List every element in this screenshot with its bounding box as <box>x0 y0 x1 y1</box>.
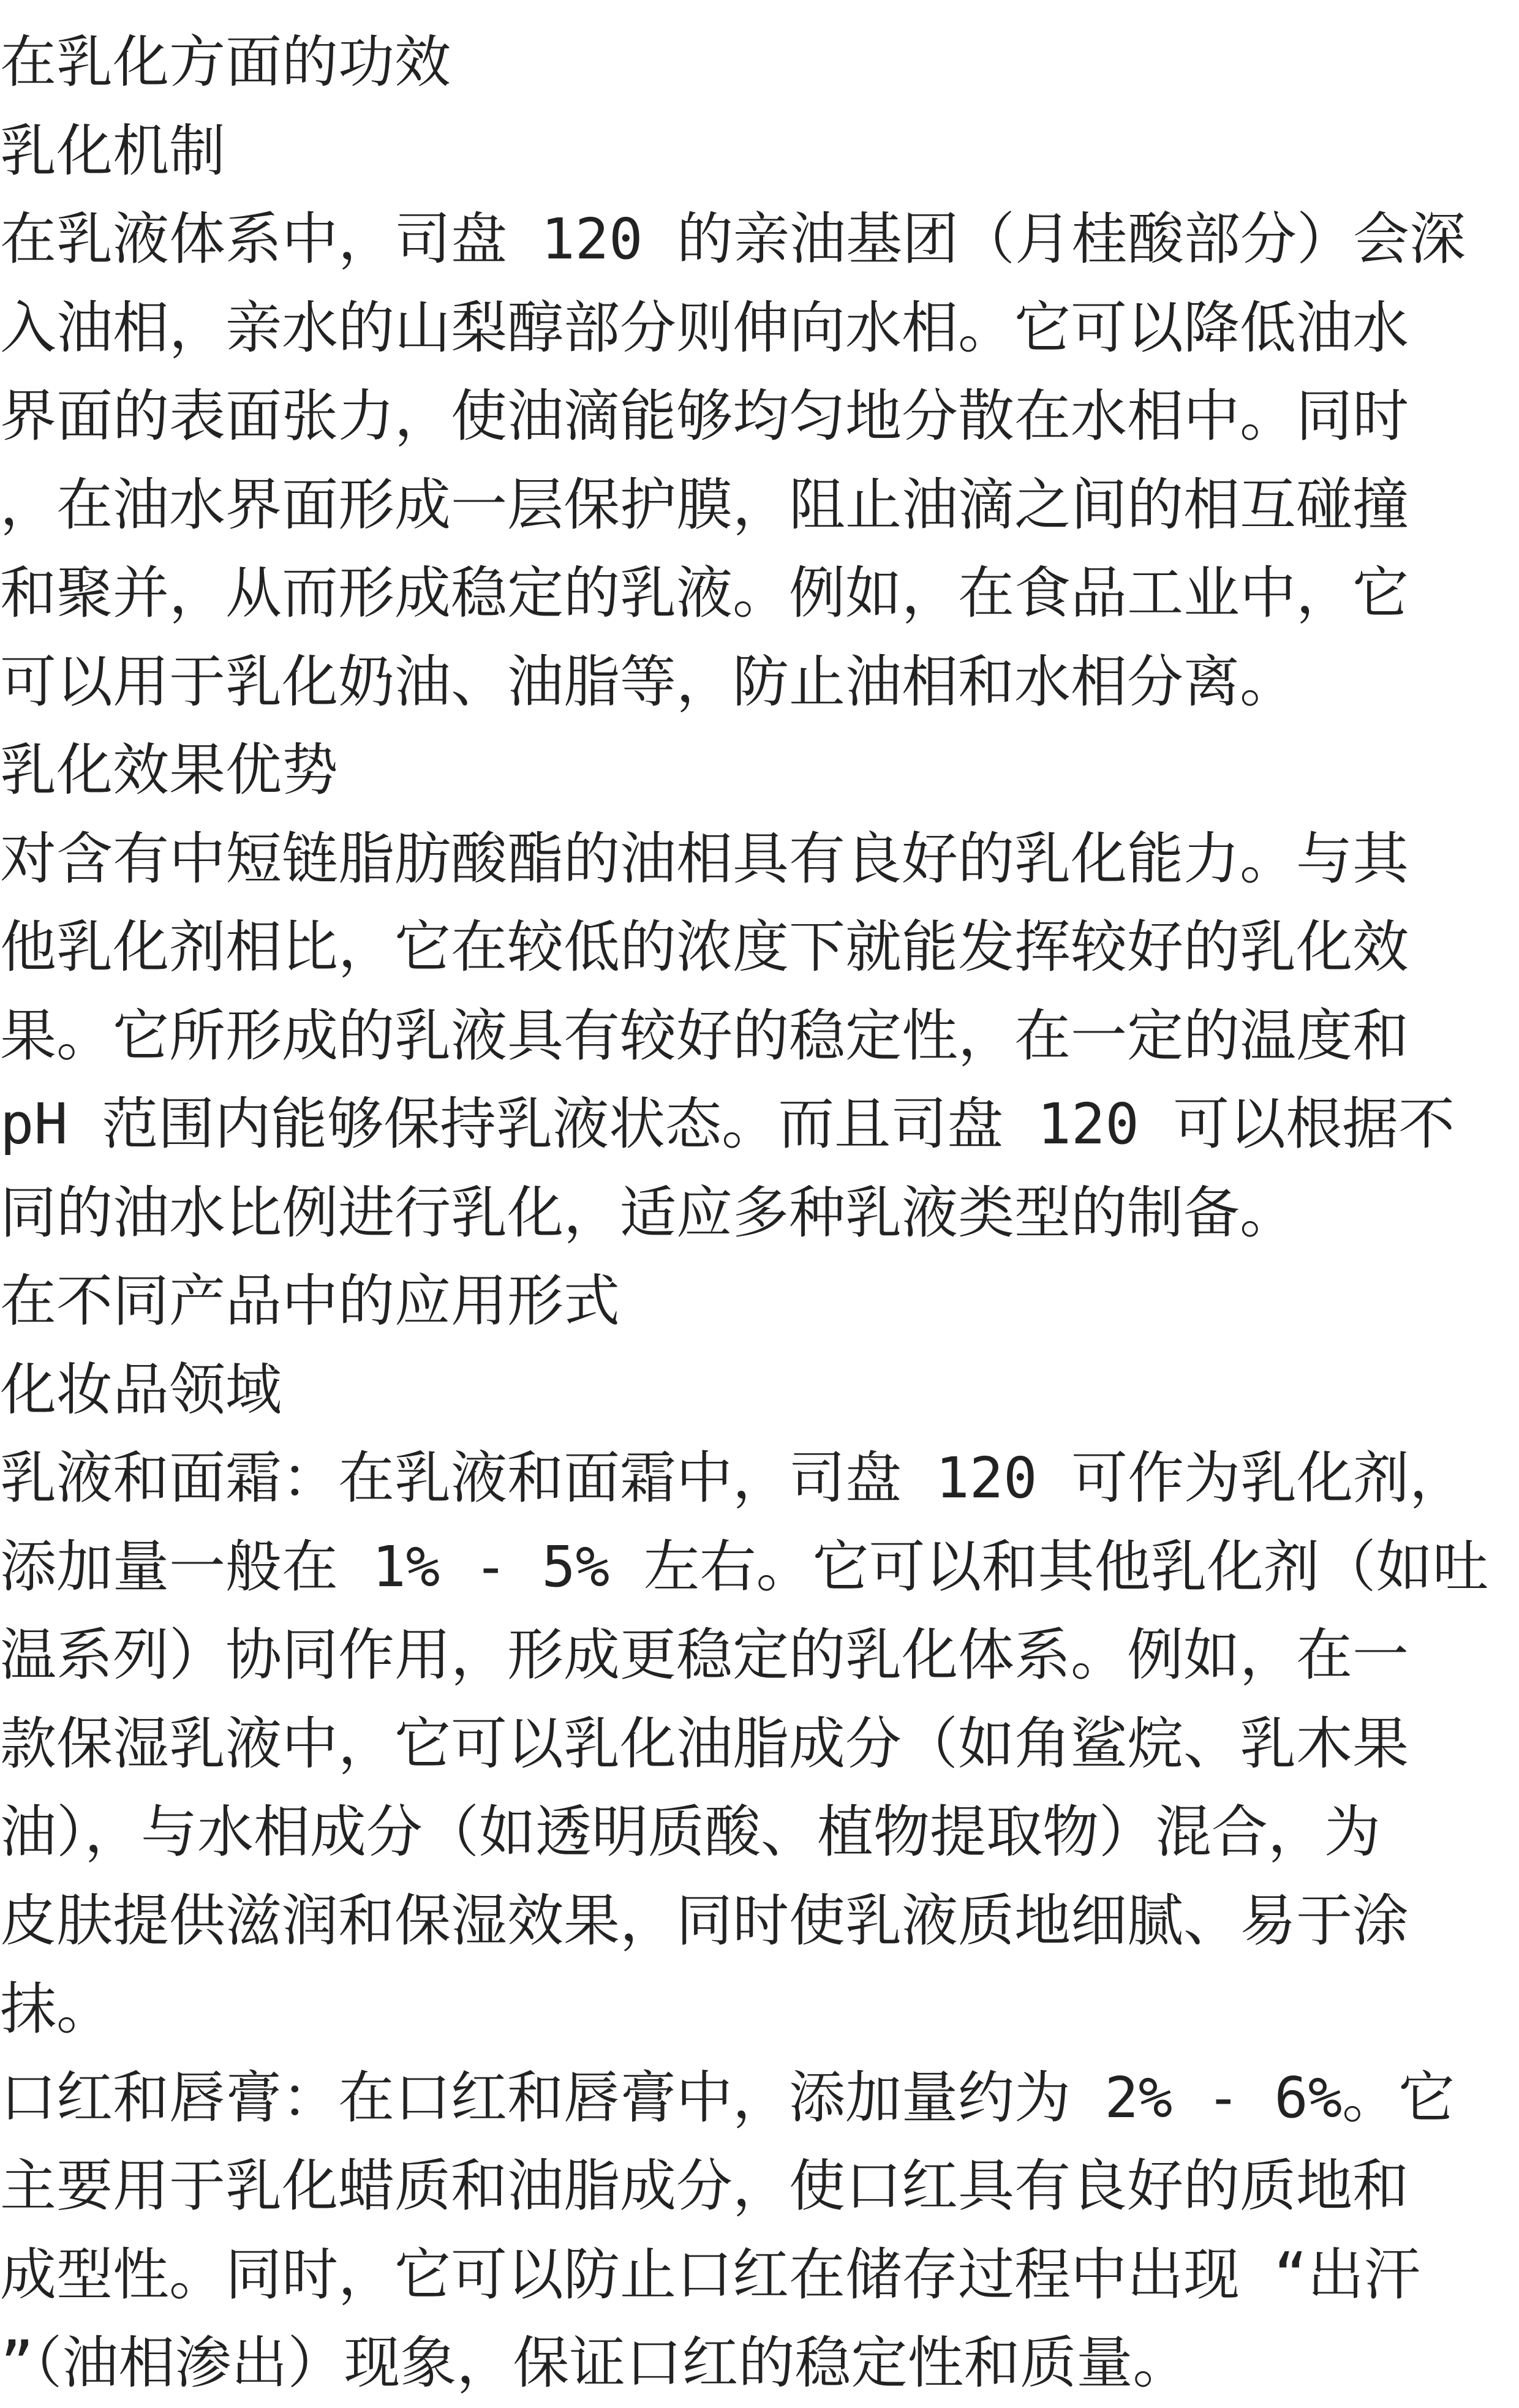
subheading: 乳化机制 <box>0 118 226 184</box>
paragraph-line: 皮肤提供滋润和保湿效果，同时使乳液质地细腻、易于涂 <box>0 1887 1409 1954</box>
paragraph-line: 乳液和面霜：在乳液和面霜中，司盘 120 可作为乳化剂， <box>0 1445 1466 1511</box>
paragraph-line: ”（油相渗出）现象，保证口红的稳定性和质量。 <box>0 2330 1189 2396</box>
subheading: 乳化效果优势 <box>0 737 339 803</box>
paragraph-line: 果。它所形成的乳液具有较好的稳定性，在一定的温度和 <box>0 1003 1409 1069</box>
paragraph-line: 界面的表面张力，使油滴能够均匀地分散在水相中。同时 <box>0 383 1409 449</box>
paragraph-line: 和聚并，从而形成稳定的乳液。例如，在食品工业中，它 <box>0 560 1409 626</box>
paragraph-line: 添加量一般在 1% - 5% 左右。它可以和其他乳化剂（如吐 <box>0 1533 1489 1600</box>
document-body <box>0 18 1519 2408</box>
paragraph-line: ，在油水界面形成一层保护膜，阻止油滴之间的相互碰撞 <box>0 472 1409 538</box>
paragraph-line: 在乳液体系中，司盘 120 的亲油基团（月桂酸部分）会深 <box>0 206 1466 272</box>
paragraph-line: 抹。 <box>0 1976 113 2042</box>
section-heading: 在乳化方面的功效 <box>0 29 451 95</box>
paragraph-line: 油），与水相成分（如透明质酸、植物提取物）混合，为 <box>0 1799 1381 1865</box>
section-heading: 在不同产品中的应用形式 <box>0 1268 620 1334</box>
paragraph-line: 入油相，亲水的山梨醇部分则伸向水相。它可以降低油水 <box>0 295 1409 361</box>
paragraph-line: 款保湿乳液中，它可以乳化油脂成分（如角鲨烷、乳木果 <box>0 1710 1409 1777</box>
paragraph-line: 他乳化剂相比，它在较低的浓度下就能发挥较好的乳化效 <box>0 914 1409 980</box>
subheading: 化妆品领域 <box>0 1356 282 1423</box>
paragraph-line: 可以用于乳化奶油、油脂等，防止油相和水相分离。 <box>0 649 1297 715</box>
paragraph-line: pH 范围内能够保持乳液状态。而且司盘 120 可以根据不 <box>0 1091 1455 1157</box>
paragraph-line: 对含有中短链脂肪酸酯的油相具有良好的乳化能力。与其 <box>0 826 1409 892</box>
paragraph-line: 温系列）协同作用，形成更稳定的乳化体系。例如，在一 <box>0 1622 1409 1688</box>
paragraph-line: 同的油水比例进行乳化，适应多种乳液类型的制备。 <box>0 1180 1297 1246</box>
paragraph-line: 成型性。同时，它可以防止口红在储存过程中出现 “出汗 <box>0 2241 1420 2308</box>
paragraph-line: 口红和唇膏：在口红和唇膏中，添加量约为 2% - 6%。它 <box>0 2064 1455 2131</box>
paragraph-line: 主要用于乳化蜡质和油脂成分，使口红具有良好的质地和 <box>0 2153 1409 2219</box>
